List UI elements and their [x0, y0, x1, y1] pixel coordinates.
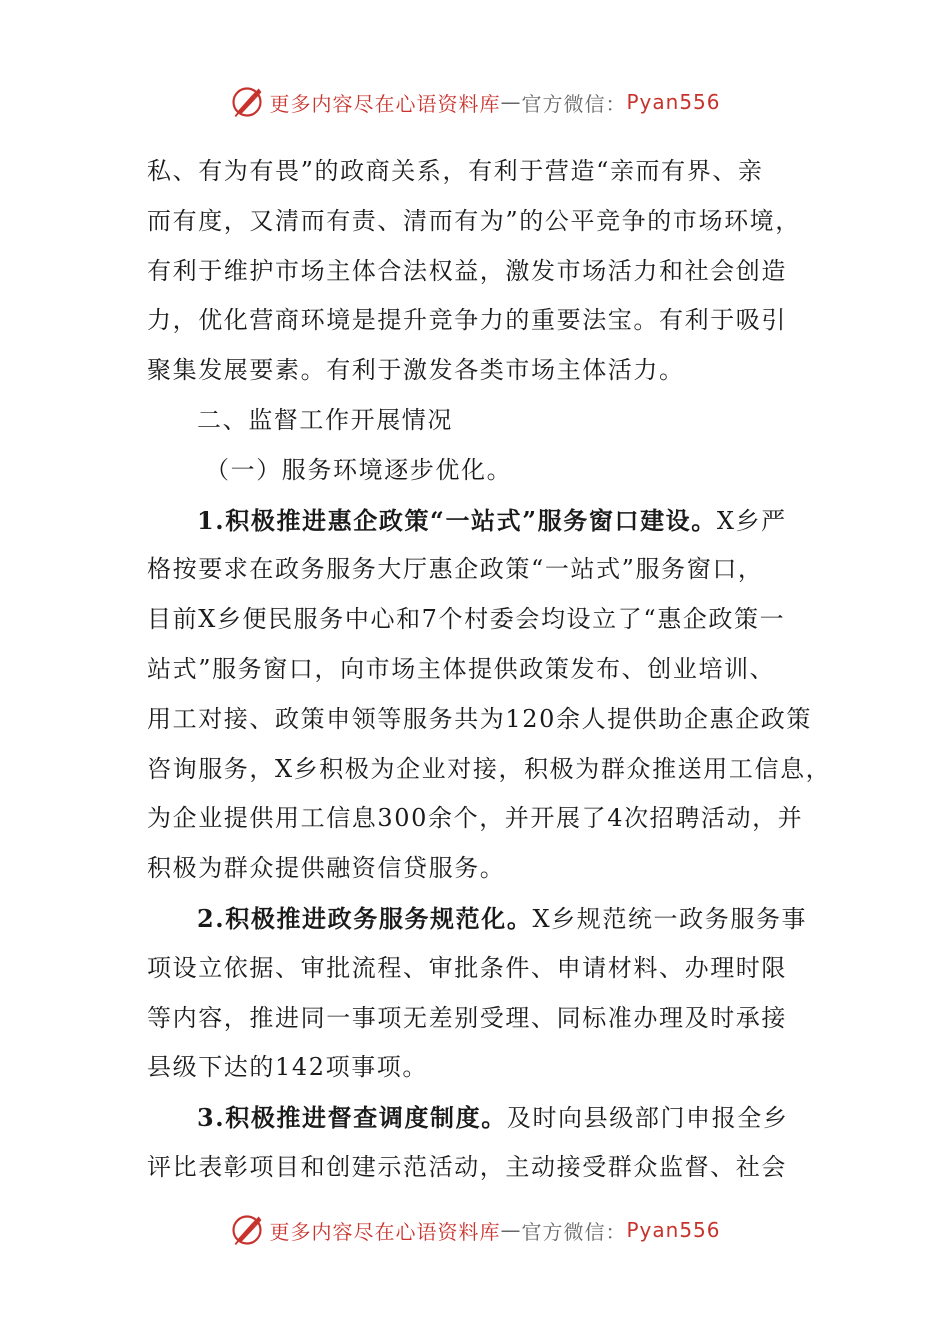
line-text: 而有度，又清而有责、清而有为”的公平竞争的市场环境， — [147, 206, 801, 235]
line-text: 咨询服务，X乡积极为企业对接，积极为群众推送用工信息， — [147, 754, 832, 783]
banner-wechat-id: Pyan556 — [626, 90, 721, 114]
pen-logo-icon — [229, 84, 265, 120]
bold-heading: 3.积极推进督查调度制度。 — [197, 1103, 507, 1133]
line-text: 目前X乡便民服务中心和7个村委会均设立了“惠企政策一 — [147, 605, 786, 634]
line-text: 有利于维护市场主体合法权益，激发市场活力和社会创造 — [147, 256, 787, 285]
text-line — [147, 595, 827, 645]
banner-text-2: 官方微信： — [521, 1219, 627, 1244]
text-line — [147, 794, 827, 844]
line-text: 县级下达的142项事项。 — [147, 1053, 429, 1082]
line-text: 格按要求在政务服务大厅惠企政策“一站式”服务窗口， — [147, 555, 764, 584]
text-line — [147, 545, 827, 595]
line-text: X乡规范统一政务服务事 — [532, 904, 808, 933]
bold-heading: 2.积极推进政务服务规范化。 — [197, 903, 533, 933]
text-line — [147, 844, 827, 894]
line-text: 积极为群众提供融资信贷服务。 — [147, 854, 506, 883]
pen-logo-icon — [229, 1212, 265, 1248]
text-line — [147, 147, 827, 197]
text-line — [147, 894, 827, 944]
text-line — [147, 645, 827, 695]
text-line — [147, 994, 827, 1044]
text-line — [147, 496, 827, 546]
text-line — [147, 296, 827, 346]
line-text: 二、监督工作开展情况 — [197, 405, 453, 434]
banner-wechat-id: Pyan556 — [626, 1218, 721, 1242]
text-line — [147, 944, 827, 994]
line-text: 等内容，推进同一事项无差别受理、同标准办理及时承接 — [147, 1003, 787, 1032]
line-text: 私、有为有畏”的政商关系，有利于营造“亲而有界、亲 — [147, 157, 764, 185]
line-text: 聚集发展要素。有利于激发各类市场主体活力。 — [147, 356, 685, 385]
line-text: 为企业提供用工信息300余个，并开展了4次招聘活动，并 — [147, 804, 804, 833]
bold-heading: 1.积极推进惠企政策“一站式”服务窗口建设。 — [197, 505, 717, 535]
line-text: 用工对接、政策申领等服务共为120余人提供助企惠企政策 — [147, 704, 813, 733]
document-body — [147, 147, 832, 1193]
text-line — [147, 346, 827, 396]
banner-text-2: 官方微信： — [521, 91, 627, 116]
line-text: 力，优化营商环境是提升竞争力的重要法宝。有利于吸引 — [147, 306, 787, 335]
text-line — [147, 247, 827, 297]
text-line — [147, 446, 827, 496]
text-line — [147, 396, 827, 446]
text-line — [147, 695, 827, 745]
text-line — [147, 745, 832, 795]
text-line — [147, 1143, 827, 1193]
banner-dash: — — [500, 1218, 522, 1242]
line-text: X乡严 — [716, 506, 787, 535]
footer-banner — [0, 1210, 950, 1250]
text-line — [147, 1043, 827, 1093]
text-line — [147, 197, 827, 247]
text-line — [147, 1093, 827, 1143]
banner-text-1: 更多内容尽在心语资料库 — [269, 91, 501, 116]
line-text: 站式”服务窗口，向市场主体提供政策发布、创业培训、 — [147, 654, 776, 683]
banner-dash: — — [500, 90, 522, 114]
line-text: （一）服务环境逐步优化。 — [205, 455, 513, 484]
line-text: 项设立依据、审批流程、审批条件、申请材料、办理时限 — [147, 953, 787, 982]
line-text: 评比表彰项目和创建示范活动，主动接受群众监督、社会 — [147, 1152, 787, 1181]
banner-text-1: 更多内容尽在心语资料库 — [269, 1219, 501, 1244]
line-text: 及时向县级部门申报全乡 — [506, 1104, 789, 1133]
header-banner — [0, 82, 950, 122]
